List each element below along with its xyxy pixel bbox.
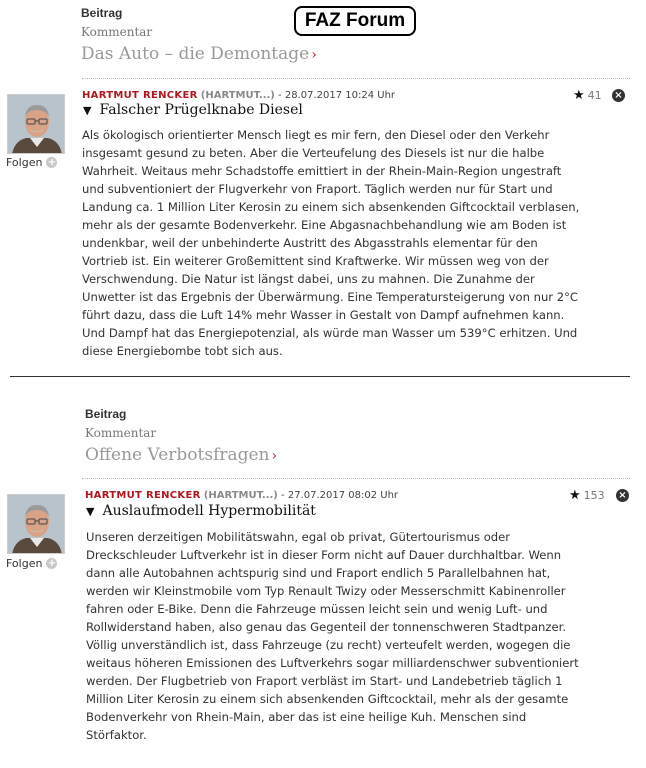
author-handle: (HARTMUT...) (200, 90, 275, 101)
post-type-label: Beitrag (81, 6, 123, 20)
follow-label: Folgen (6, 156, 43, 169)
comment-line: dann alle Autobahnen achtspurig sind und Fraport endlich 5 Parallelbahnen hat, (86, 566, 551, 580)
plus-icon: + (47, 157, 57, 168)
avatar[interactable] (7, 94, 65, 154)
comment-meta (82, 90, 395, 101)
collapse-triangle-icon: ▼ (83, 104, 92, 117)
author-handle: (HARTMUT...) (203, 490, 278, 501)
author-name[interactable]: HARTMUT RENCKER (82, 90, 198, 101)
article-title: Das Auto – die Demontage (81, 44, 310, 64)
comment-line: werden. Der Flugbetrieb von Fraport verbläst im Start- und Landebetrieb täglich 1 (86, 674, 563, 688)
rating-count: 41 (587, 89, 602, 102)
comment-title[interactable] (83, 102, 303, 118)
comment-datetime: - 28.07.2017 10:24 Uhr (278, 90, 396, 101)
follow-label: Folgen (6, 557, 43, 570)
article-title-link[interactable] (81, 44, 317, 64)
comment-line: Landung ca. 1 Million Liter Kerosin zu einem sich absenkenden Giftcocktail verblasen, (82, 200, 580, 214)
section-separator (82, 78, 630, 79)
section-separator (82, 478, 630, 479)
close-icon[interactable]: × (616, 489, 629, 502)
comment-line: Störfaktor. (86, 728, 147, 742)
close-icon[interactable]: × (612, 89, 625, 102)
comment-line: Vortrieb ist. Ein weiterer Großemittent sind Kraftwerke. Wir müssen weg von der (82, 254, 549, 268)
comment-line: Völlig unverständlich ist, dass Fahrzeuge (zu recht) verteufelt werden, wogegen die (86, 638, 571, 652)
article-title: Offene Verbotsfragen (85, 445, 270, 465)
rating-button[interactable] (569, 488, 605, 503)
post-divider (10, 376, 630, 377)
star-icon: ★ (573, 88, 585, 103)
comment-line: Verschwendung. Die Natur ist längst dabei, uns zu mahnen. Die Zunahme der (82, 272, 535, 286)
comment-line: fahren oder E-Bike. Denn die Fahrzeuge müssen leicht sein und wenig Luft- und (86, 602, 548, 616)
chevron-right-icon: › (271, 448, 278, 464)
chevron-right-icon: › (311, 47, 317, 63)
plus-icon: + (47, 558, 57, 569)
comment-body (82, 126, 630, 360)
comment-line: weitaus höheren Emissionen des Luftverkehrs sogar milliardenschwer subventioniert (86, 656, 579, 670)
rating-count: 153 (583, 489, 605, 502)
post-type-label: Beitrag (85, 407, 127, 421)
comment-title-text: Falscher Prügelknabe Diesel (99, 102, 303, 118)
comment-title[interactable] (86, 503, 316, 519)
comment-line: Und Dampf hat das Energiepotenzial, als würde man Wasser um 539°C erhitzen. Und (82, 326, 578, 340)
comment-line: Wahrheit. Weitaus mehr Schadstoffe emittiert in der Rhein-Main-Region ungestraft (82, 164, 562, 178)
comment-body (86, 528, 634, 744)
comment-line: Rollwiderstand haben, also genau das Gegenteil der tonnenschweren Stadtpanzer. (86, 620, 567, 634)
post-subtype: Kommentar (81, 25, 153, 39)
user-photo-icon (8, 495, 65, 554)
comment-line: Million Liter Kerosin zu einem sich absenkenden Giftcocktail, mehr als der gesamte (86, 692, 569, 706)
follow-button[interactable] (6, 557, 57, 570)
author-name[interactable]: HARTMUT RENCKER (85, 490, 201, 501)
comment-meta (85, 490, 398, 501)
comment-line: und subventioniert der Flugverkehr von Fraport. Täglich werden nur für Start und (82, 182, 553, 196)
follow-button[interactable] (6, 156, 57, 169)
comment-line: Unseren derzeitigen Mobilitätswahn, egal ob privat, Gütertourismus oder (86, 530, 511, 544)
post-subtype: Kommentar (85, 426, 157, 440)
comment-line: Bodenverkehr von Rhein-Main, aber das ist eine heilige Kuh. Menschen sind (86, 710, 527, 724)
avatar[interactable] (7, 494, 65, 554)
comment-line: Unwetter ist das Ergebnis der Überwärmung. Eine Temperatursteigerung von nur 2°C (82, 290, 579, 304)
comment-line: diese Energiebombe tobt sich aus. (82, 344, 283, 358)
article-title-link[interactable] (85, 445, 277, 465)
comment-line: Dreckschleuder Luftverkehr ist in dieser Form nicht auf Dauer durchhaltbar. Wenn (86, 548, 562, 562)
rating-button[interactable] (573, 88, 602, 103)
star-icon: ★ (569, 488, 581, 503)
comment-datetime: - 27.07.2017 08:02 Uhr (281, 490, 399, 501)
comment-line: Als ökologisch orientierter Mensch liegt es mir fern, den Diesel oder den Verkehr (82, 128, 550, 142)
faz-forum-badge: FAZ Forum (294, 6, 416, 36)
comment-line: insgesamt gesund zu beten. Aber die Verteufelung des Diesels ist nur die halbe (82, 146, 545, 160)
collapse-triangle-icon: ▼ (86, 505, 95, 518)
comment-title-text: Auslaufmodell Hypermobilität (102, 503, 316, 519)
comment-line: mehr als der gesamte Bodenverkehr. Eine Abgasnachbehandlung wie am Boden ist (82, 218, 567, 232)
user-photo-icon (8, 95, 65, 154)
comment-line: führt dazu, dass die Luft 14% mehr Wasser in Gestalt von Dampf aufnehmen kann. (82, 308, 565, 322)
comment-line: werden wir Kleinstmobile vom Typ Renault Twizy oder Messerschmitt Kabinenroller (86, 584, 566, 598)
comment-line: undenkbar, weil der unbehinderte Austritt des Abgasstrahls elementar für den (82, 236, 538, 250)
